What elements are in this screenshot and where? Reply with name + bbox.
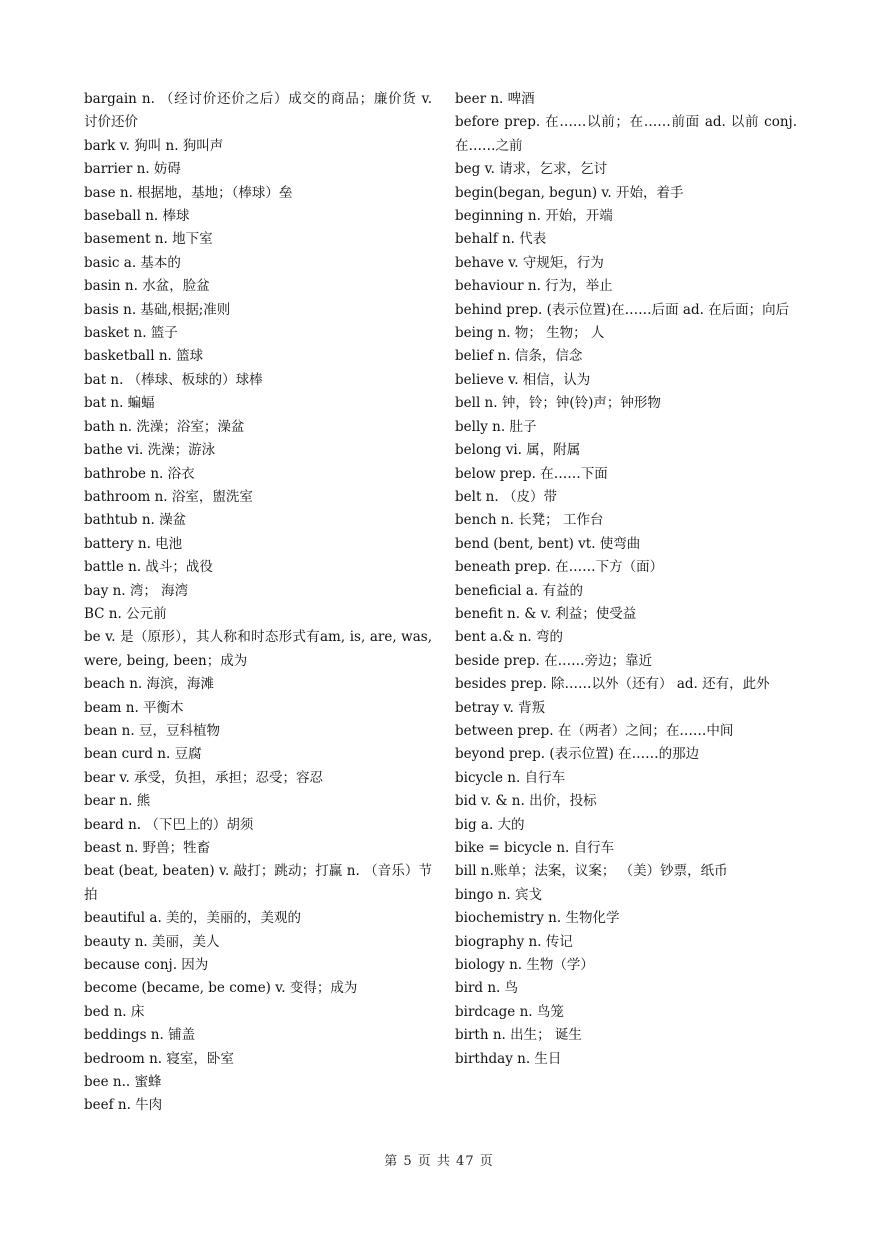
vocabulary-entry: beach n. 海滨，海滩 bbox=[84, 676, 215, 693]
vocabulary-entry: big a. 大的 bbox=[455, 816, 525, 833]
vocabulary-entry: become (became, be come) v. 变得；成为 bbox=[84, 980, 358, 997]
vocabulary-entry: basketball n. 篮球 bbox=[84, 348, 204, 365]
vocabulary-entry: beautiful a. 美的，美丽的，美观的 bbox=[84, 910, 302, 927]
vocabulary-entry: besides prep. 除……以外（还有） ad. 还有，此外 bbox=[455, 676, 770, 693]
vocabulary-entry: between prep. 在（两者）之间；在……中间 bbox=[455, 722, 734, 739]
vocabulary-entry: bid v. & n. 出价，投标 bbox=[455, 793, 597, 810]
vocabulary-entry: bathroom n. 浴室，盥洗室 bbox=[84, 488, 253, 505]
vocabulary-entry: bat n. 蝙蝠 bbox=[84, 395, 155, 412]
left-column bbox=[84, 88, 432, 1118]
vocabulary-entry: bird n. 鸟 bbox=[455, 980, 519, 997]
vocabulary-entry: basin n. 水盆，脸盆 bbox=[84, 278, 210, 295]
vocabulary-entry: beg v. 请求，乞求，乞讨 bbox=[455, 161, 608, 178]
vocabulary-entry: biology n. 生物（学） bbox=[455, 957, 594, 974]
vocabulary-entry: basic a. 基本的 bbox=[84, 254, 181, 271]
vocabulary-entry: birdcage n. 鸟笼 bbox=[455, 1003, 564, 1020]
vocabulary-entry: beard n. （下巴上的）胡须 bbox=[84, 816, 254, 833]
vocabulary-entry: beat (beat, beaten) v. 敲打；跳动；打赢 n. （音乐）节拍 bbox=[84, 863, 432, 903]
vocabulary-entry: beer n. 啤酒 bbox=[455, 91, 535, 107]
vocabulary-entry: belt n. （皮）带 bbox=[455, 488, 557, 505]
vocabulary-entry: bay n. 湾； 海湾 bbox=[84, 582, 189, 599]
vocabulary-entry: barrier n. 妨碍 bbox=[84, 161, 181, 178]
vocabulary-entry: birthday n. 生日 bbox=[455, 1050, 562, 1067]
vocabulary-entry: bath n. 洗澡；浴室；澡盆 bbox=[84, 418, 245, 435]
vocabulary-entry: birth n. 出生； 诞生 bbox=[455, 1027, 582, 1044]
vocabulary-entry: believe v. 相信，认为 bbox=[455, 371, 591, 388]
vocabulary-entry: bingo n. 宾戈 bbox=[455, 886, 542, 903]
vocabulary-entry: basement n. 地下室 bbox=[84, 231, 213, 248]
vocabulary-entry: bathtub n. 澡盆 bbox=[84, 512, 187, 529]
vocabulary-entry: be v. 是（原形），其人称和时态形式有am, is, are, was, were, being, been；成为 bbox=[84, 629, 432, 669]
vocabulary-entry: bean n. 豆，豆科植物 bbox=[84, 722, 220, 739]
vocabulary-entry: bench n. 长凳； 工作台 bbox=[455, 512, 604, 529]
right-column bbox=[455, 88, 797, 1071]
vocabulary-entry: beast n. 野兽；牲畜 bbox=[84, 840, 211, 856]
vocabulary-entry: bear v. 承受，负担，承担；忍受；容忍 bbox=[84, 769, 324, 786]
vocabulary-entry: behave v. 守规矩，行为 bbox=[455, 254, 604, 271]
vocabulary-entry: basis n. 基础,根据;准则 bbox=[84, 301, 231, 318]
vocabulary-entry: bell n. 钟，铃；钟(铃)声；钟形物 bbox=[455, 395, 661, 412]
vocabulary-entry: bathe vi. 洗澡；游泳 bbox=[84, 442, 216, 459]
vocabulary-entry: beauty n. 美丽，美人 bbox=[84, 933, 220, 950]
vocabulary-entry: below prep. 在……下面 bbox=[455, 465, 608, 482]
vocabulary-entry: bill n.账单；法案，议案； （美）钞票，纸币 bbox=[455, 863, 728, 880]
vocabulary-entry: base n. 根据地，基地；（棒球）垒 bbox=[84, 184, 293, 201]
vocabulary-entry: before prep. 在……以前；在……前面 ad. 以前 conj. 在……之前 bbox=[455, 114, 797, 154]
vocabulary-entry: behalf n. 代表 bbox=[455, 231, 547, 248]
vocabulary-entry: bathrobe n. 浴衣 bbox=[84, 465, 195, 482]
vocabulary-entry: beddings n. 铺盖 bbox=[84, 1027, 196, 1044]
vocabulary-entry: beyond prep. (表示位置) 在……的那边 bbox=[455, 746, 700, 763]
page-footer bbox=[0, 1153, 878, 1171]
vocabulary-entry: begin(began, begun) v. 开始，着手 bbox=[455, 184, 684, 201]
vocabulary-entry: bark v. 狗叫 n. 狗叫声 bbox=[84, 137, 224, 154]
vocabulary-entry: beam n. 平衡木 bbox=[84, 699, 184, 716]
vocabulary-entry: bean curd n. 豆腐 bbox=[84, 746, 202, 763]
vocabulary-entry: beef n. 牛肉 bbox=[84, 1097, 163, 1114]
vocabulary-entry: bear n. 熊 bbox=[84, 793, 151, 810]
vocabulary-entry: belly n. 肚子 bbox=[455, 418, 537, 435]
vocabulary-entry: beneath prep. 在……下方（面） bbox=[455, 559, 664, 576]
vocabulary-entry: being n. 物； 生物； 人 bbox=[455, 325, 605, 342]
vocabulary-entry: bedroom n. 寝室，卧室 bbox=[84, 1050, 234, 1067]
vocabulary-entry: biography n. 传记 bbox=[455, 933, 573, 950]
vocabulary-entry: belief n. 信条，信念 bbox=[455, 348, 583, 365]
vocabulary-entry: basket n. 篮子 bbox=[84, 325, 178, 342]
vocabulary-entry: bargain n. （经讨价还价之后）成交的商品；廉价货 v. 讨价还价 bbox=[84, 91, 432, 131]
vocabulary-entry: beneficial a. 有益的 bbox=[455, 582, 583, 599]
vocabulary-entry: betray v. 背叛 bbox=[455, 699, 546, 716]
vocabulary-entry: battery n. 电池 bbox=[84, 535, 183, 552]
vocabulary-entry: because conj. 因为 bbox=[84, 957, 209, 974]
vocabulary-entry: bike = bicycle n. 自行车 bbox=[455, 840, 615, 856]
page-number: 第 5 页 共 47 页 bbox=[384, 1154, 494, 1169]
vocabulary-entry: beginning n. 开始，开端 bbox=[455, 208, 613, 225]
vocabulary-entry: behind prep. (表示位置)在……后面 ad. 在后面；向后 bbox=[455, 301, 790, 318]
vocabulary-entry: baseball n. 棒球 bbox=[84, 208, 190, 225]
vocabulary-entry: biochemistry n. 生物化学 bbox=[455, 910, 620, 927]
vocabulary-entry: battle n. 战斗；战役 bbox=[84, 559, 213, 576]
vocabulary-entry: bed n. 床 bbox=[84, 1003, 145, 1020]
vocabulary-entry: BC n. 公元前 bbox=[84, 605, 167, 622]
vocabulary-entry: bend (bent, bent) vt. 使弯曲 bbox=[455, 535, 641, 552]
vocabulary-entry: beside prep. 在……旁边；靠近 bbox=[455, 652, 653, 669]
vocabulary-entry: behaviour n. 行为，举止 bbox=[455, 278, 613, 295]
vocabulary-entry: belong vi. 属，附属 bbox=[455, 442, 581, 459]
vocabulary-entry: bent a.& n. 弯的 bbox=[455, 629, 563, 646]
vocabulary-entry: bicycle n. 自行车 bbox=[455, 769, 566, 786]
vocabulary-entry: bat n. （棒球、板球的）球棒 bbox=[84, 371, 263, 388]
vocabulary-entry: bee n.. 蜜蜂 bbox=[84, 1074, 162, 1091]
vocabulary-entry: benefit n. & v. 利益；使受益 bbox=[455, 605, 637, 622]
